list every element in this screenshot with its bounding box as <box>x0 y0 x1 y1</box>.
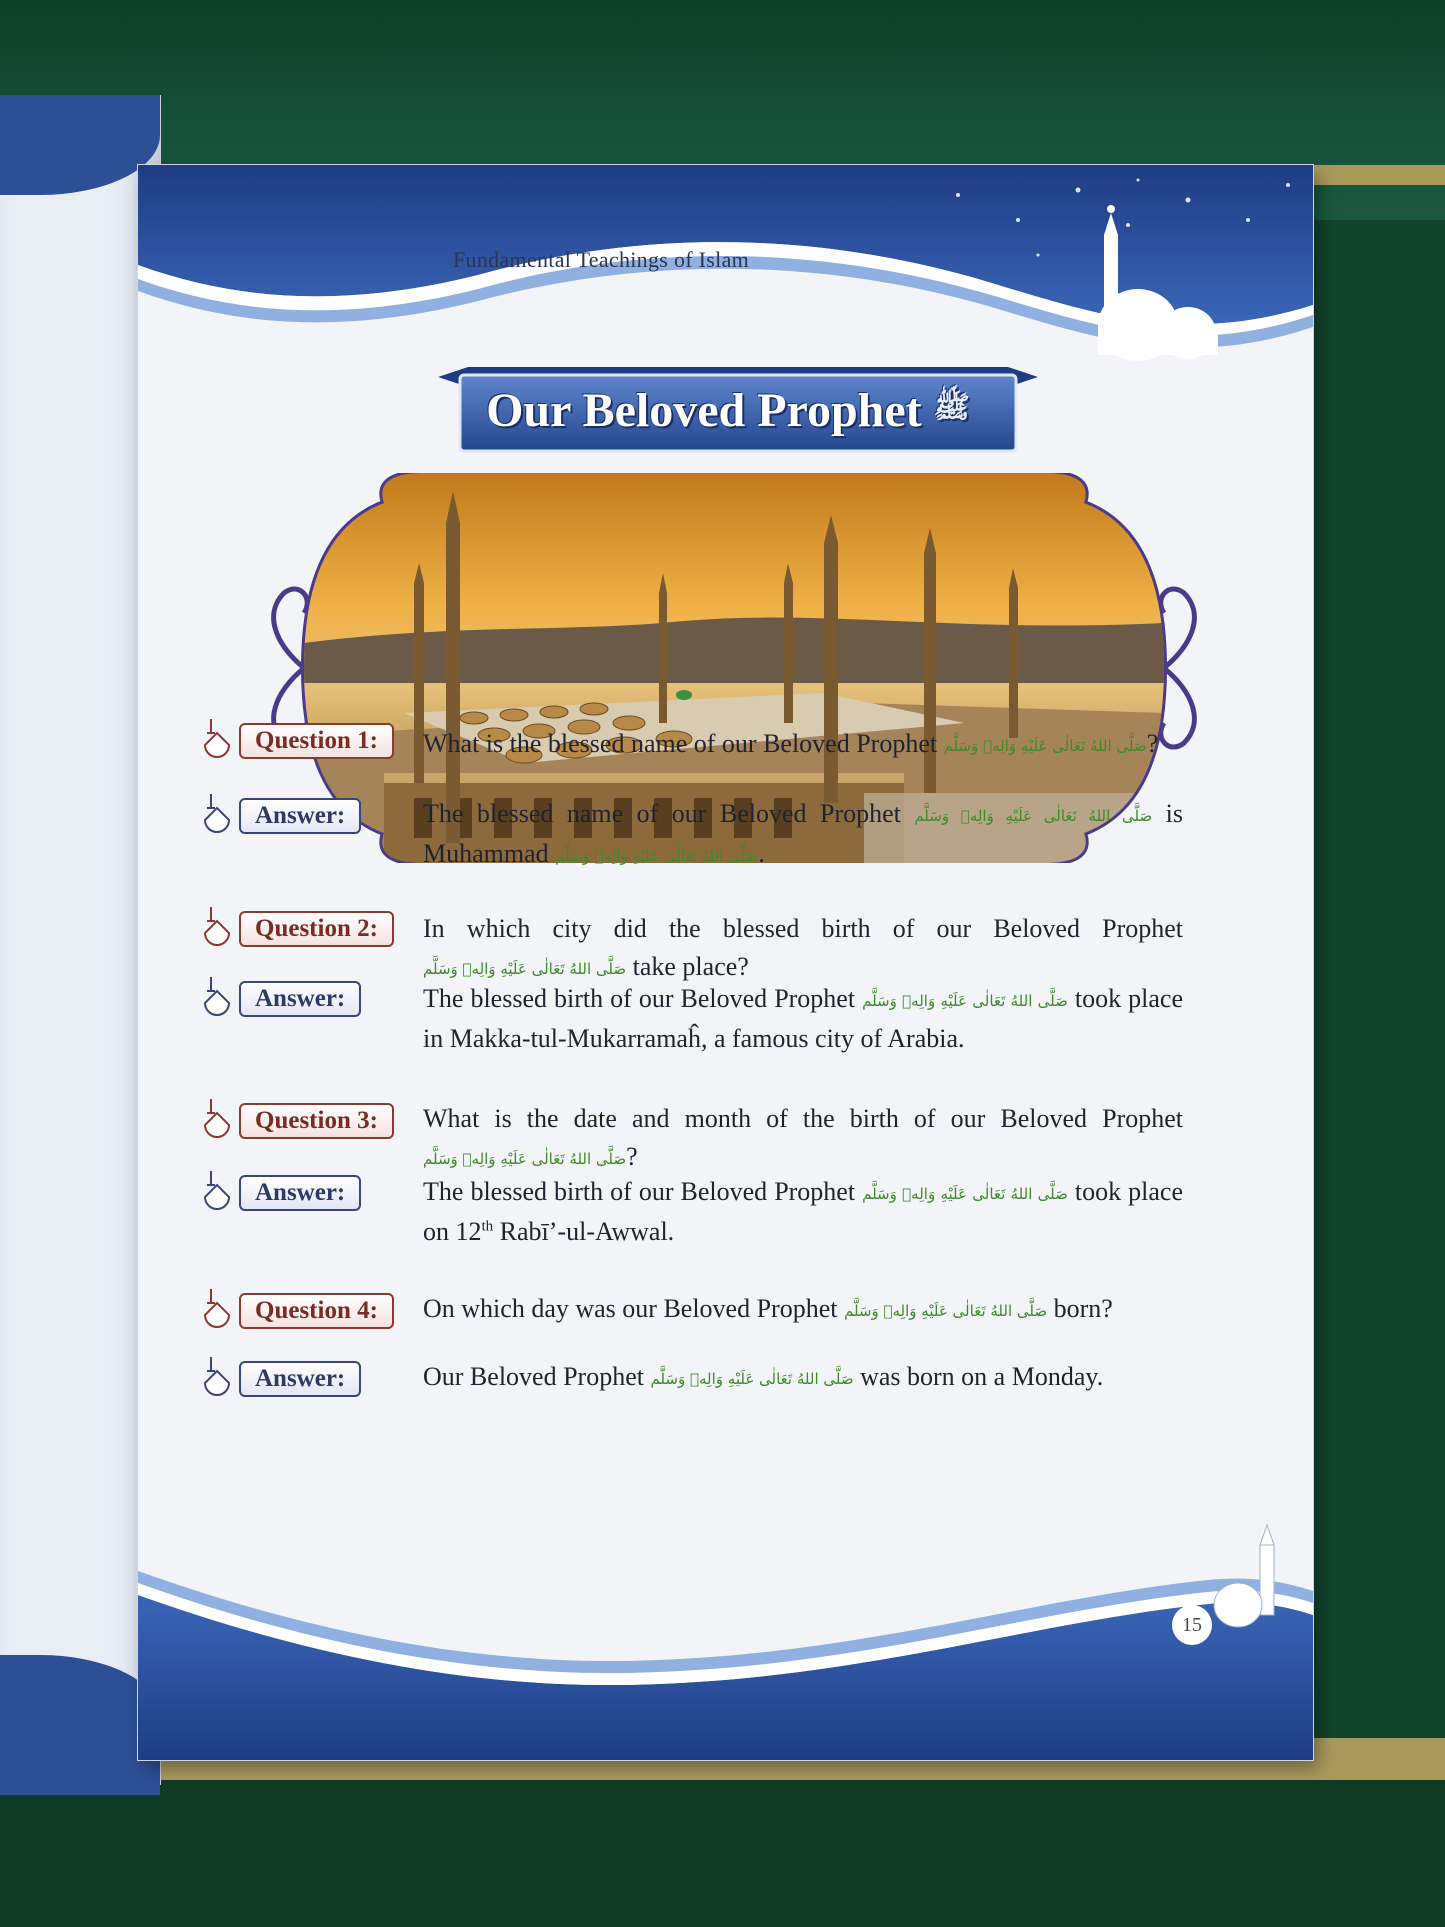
text-run: took place <box>1067 1177 1183 1206</box>
text-run: What is the blessed name of our Beloved Prophet <box>423 729 944 758</box>
answer-2-label <box>203 973 363 1017</box>
salawat-glyph: صَلَّى اللهُ تَعَالٰى عَلَيْهِ وَالِهٖ وَسَلَّم <box>555 847 759 866</box>
lamp-icon <box>203 1289 239 1329</box>
question-1-text <box>423 725 1183 765</box>
question-1-label <box>203 715 378 759</box>
question-2-label <box>203 903 378 947</box>
answer-1-text <box>423 795 1183 875</box>
salawat-glyph: صَلَّى اللهُ تَعَالٰى عَلَيْهِ وَالِهٖ وَسَلَّم <box>862 1185 1068 1204</box>
lamp-icon <box>203 1171 239 1211</box>
answer-label-text: Answer: <box>239 1175 361 1211</box>
question-3-label <box>203 1095 378 1139</box>
answer-3-label <box>203 1167 363 1211</box>
text-run: born? <box>1047 1294 1113 1323</box>
answer-4-text <box>423 1358 1183 1398</box>
text-run: The blessed birth of our Beloved Prophet <box>423 984 863 1013</box>
text-line <box>423 1173 1183 1213</box>
question-label-text: Question 3: <box>239 1103 394 1139</box>
text-run: ? <box>1146 729 1159 758</box>
answer-label-text: Answer: <box>239 798 361 834</box>
lamp-icon <box>203 1099 239 1139</box>
text-line <box>423 795 1183 835</box>
salawat-glyph: صَلَّى اللهُ تَعَالٰى عَلَيْهِ وَالِهٖ وَسَلَّم <box>423 1150 627 1169</box>
superscript: th <box>481 1218 494 1235</box>
lamp-icon <box>203 1357 239 1397</box>
answer-3-text <box>423 1173 1183 1251</box>
lamp-icon <box>203 977 239 1017</box>
text-run: ? <box>626 1142 638 1171</box>
page-number: 15 <box>1172 1605 1212 1645</box>
question-label-text: Question 4: <box>239 1293 394 1329</box>
question-2-text <box>423 910 1183 988</box>
text-line: In which city did the blessed birth of our Beloved Prophet <box>423 914 1183 943</box>
question-4-label <box>203 1285 378 1329</box>
question-3-text <box>423 1100 1183 1178</box>
lamp-icon <box>203 719 239 759</box>
text-run: is <box>1152 799 1184 828</box>
answer-label-text: Answer: <box>239 981 361 1017</box>
lamp-icon <box>203 794 239 834</box>
left-page-bottom-band <box>0 1655 160 1795</box>
text-run: take place? <box>626 952 749 981</box>
text-line: What is the date and month of the birth of our Beloved Prophet <box>423 1104 1183 1133</box>
question-4-text <box>423 1290 1183 1330</box>
text-run: in Makka-tul-Mukarramaĥ, a famous city of Arabia. <box>423 1024 965 1054</box>
text-run: The blessed birth of our Beloved Prophet <box>423 1177 863 1206</box>
text-line <box>423 980 1183 1020</box>
text-run: . <box>758 839 765 869</box>
salawat-glyph: صَلَّى اللهُ تَعَالٰى عَلَيْهِ وَالِهٖ وَسَلَّم <box>862 992 1068 1011</box>
answer-label-text: Answer: <box>239 1361 361 1397</box>
text-run: Rabī’-ul-Awwal. <box>493 1217 675 1247</box>
answer-2-text <box>423 980 1183 1058</box>
text-run: The blessed name of our Beloved Prophet <box>423 799 915 828</box>
text-run: Muhammad <box>423 839 556 869</box>
left-page-top-band <box>0 95 160 195</box>
page-title <box>458 370 998 450</box>
left-page <box>0 95 161 1785</box>
salawat-glyph: صَلَّى اللهُ تَعَالٰى عَلَيْهِ وَالِهٖ وَسَلَّم <box>943 737 1147 756</box>
running-head: Fundamental Teachings of Islam <box>453 247 750 272</box>
text-run: Our Beloved Prophet <box>423 1362 651 1391</box>
text-run: took place <box>1067 984 1183 1013</box>
book-page <box>138 165 1313 1760</box>
page-title-text: Our Beloved Prophet <box>486 383 922 437</box>
text-run: on 12 <box>423 1217 482 1247</box>
question-label-text: Question 1: <box>239 723 394 759</box>
text-run: On which day was our Beloved Prophet <box>423 1294 844 1323</box>
answer-4-label <box>203 1353 363 1397</box>
salawat-glyph: صَلَّى اللهُ تَعَالٰى عَلَيْهِ وَالِهٖ وَسَلَّم <box>423 960 627 979</box>
text-run: was born on a Monday. <box>853 1362 1104 1391</box>
salawat-glyph: صَلَّى اللهُ تَعَالٰى عَلَيْهِ وَالِهٖ وَسَلَّم <box>650 1370 854 1389</box>
carpet-floor <box>0 1780 1445 1927</box>
honorific-glyph: ﷺ <box>933 389 970 425</box>
question-label-text: Question 2: <box>239 911 394 947</box>
lamp-icon <box>203 907 239 947</box>
salawat-glyph: صَلَّى اللهُ تَعَالٰى عَلَيْهِ وَالِهٖ وَسَلَّم <box>914 807 1153 826</box>
salawat-glyph: صَلَّى اللهُ تَعَالٰى عَلَيْهِ وَالِهٖ وَسَلَّم <box>843 1302 1048 1321</box>
answer-1-label <box>203 790 363 834</box>
